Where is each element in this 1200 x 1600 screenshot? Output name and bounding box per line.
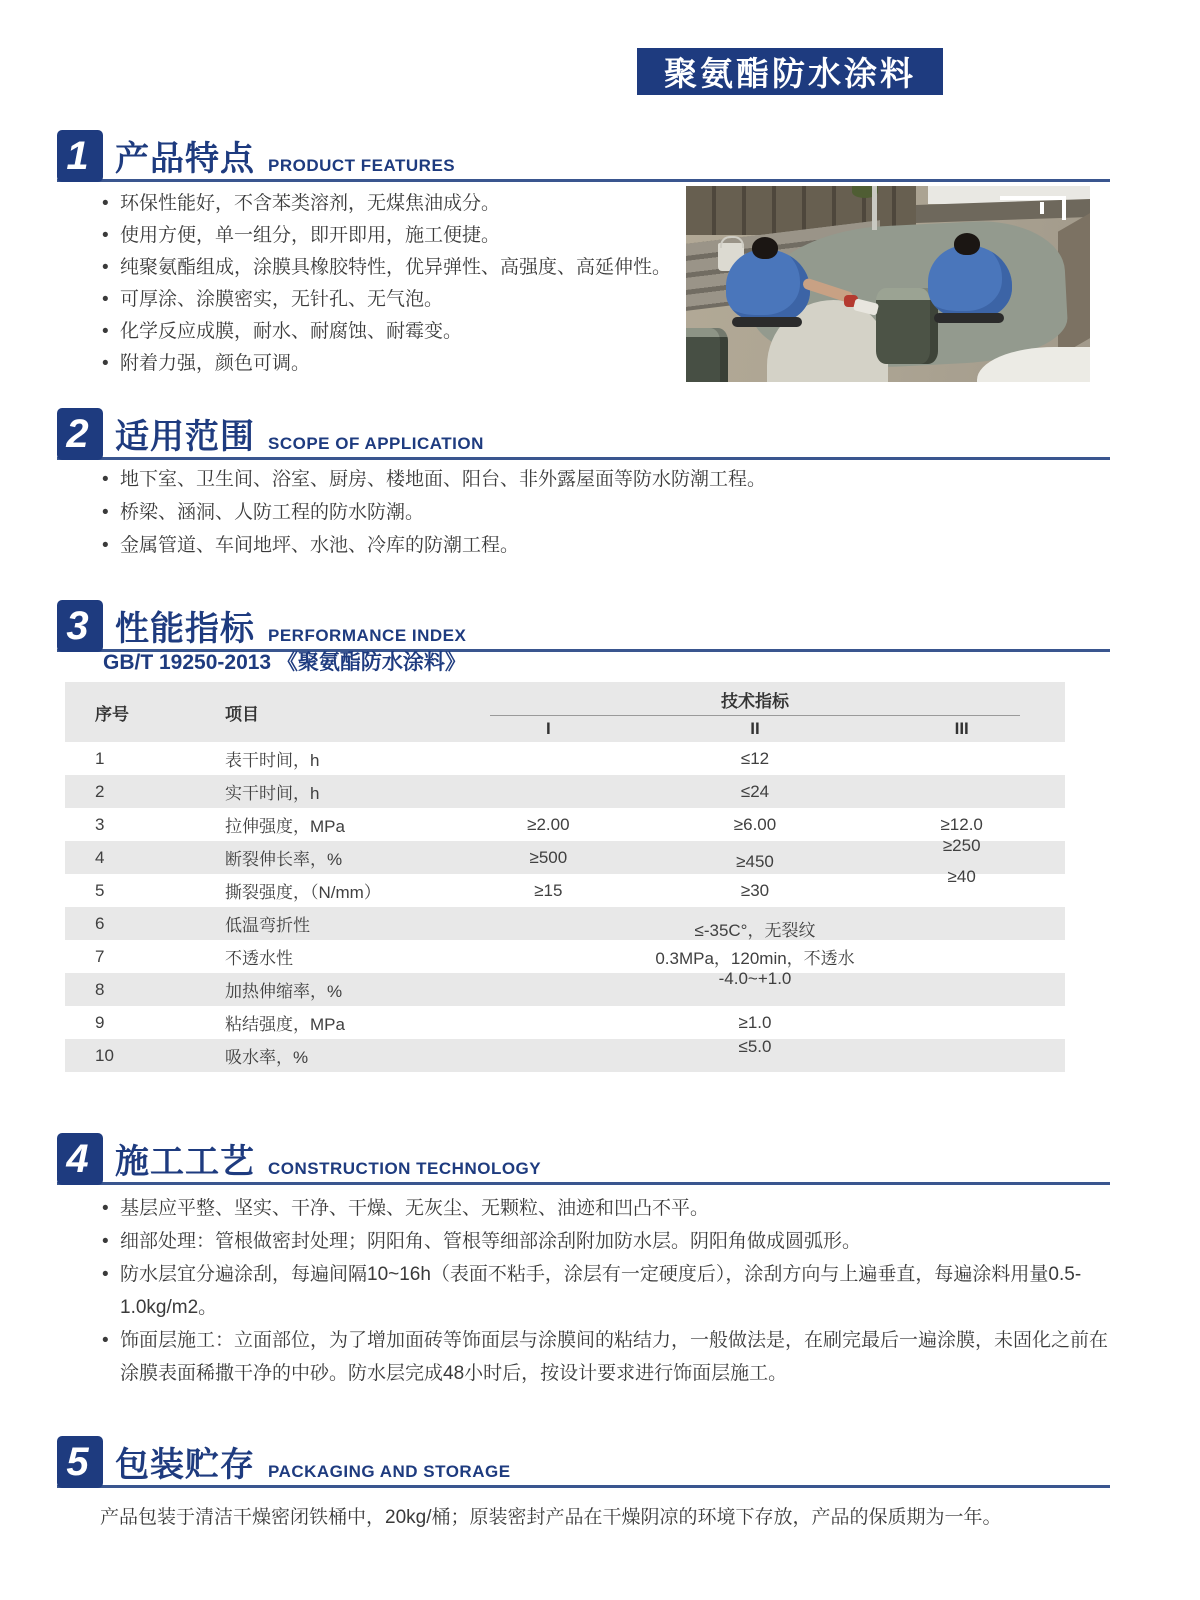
row-merged-value-cell: ≤5.0 (738, 1036, 772, 1056)
section-number-badge: 4 (57, 1133, 103, 1185)
row-value-cell: ≥12.0 (940, 814, 983, 834)
column-header-item: 项目 (225, 704, 259, 724)
packaging-storage-text: 产品包装于清洁干燥密闭铁桶中，20kg/桶；原装密封产品在干燥阴凉的环境下存放，产品的保质期为一年。 (100, 1507, 1002, 1528)
sub-column-ii: II (750, 719, 760, 738)
table-body (65, 742, 1065, 1072)
bullet-item: • 化学反应成膜，耐水、耐腐蚀、耐霉变。 (100, 320, 700, 344)
sub-column-i: I (545, 719, 551, 738)
row-number-cell: 1 (95, 748, 105, 768)
section-title-zh: 施工工艺 (115, 1143, 255, 1181)
photo-pole (872, 186, 877, 230)
section-rule (57, 1182, 1110, 1185)
section-title-en: SCOPE OF APPLICATION (268, 434, 484, 453)
row-item-cell: 低温弯折性 (225, 916, 310, 935)
sub-column-iii: III (954, 719, 969, 738)
bullet-item: • 附着力强，颜色可调。 (100, 352, 700, 376)
row-item-cell: 不透水性 (225, 949, 293, 968)
row-number-cell: 9 (95, 1012, 105, 1032)
section-title-zh: 适用范围 (115, 418, 255, 456)
section-2-header (57, 406, 1110, 460)
index-sub-columns (445, 716, 1065, 742)
column-header-index: 技术指标 (721, 692, 789, 711)
photo-barrel-center (876, 288, 938, 364)
table-row (65, 1036, 1065, 1072)
bullet-item: • 细部处理：管根做密封处理；阴阳角、管根等细部涂刮附加防水层。阴阳角做成圆弧形。 (100, 1225, 1114, 1258)
row-number-cell: 6 (95, 913, 105, 933)
row-item-cell: 表干时间，h (225, 751, 320, 770)
section-title-en: PERFORMANCE INDEX (268, 626, 467, 645)
performance-index-table (65, 682, 1065, 1072)
section-title-zh: 产品特点 (115, 140, 255, 178)
photo-barrel-left (686, 328, 728, 382)
table-row (65, 968, 1065, 1006)
row-item-cell: 实干时间，h (225, 784, 320, 803)
section-title-en: PRODUCT FEATURES (268, 156, 456, 175)
row-number-cell: 3 (95, 814, 105, 834)
worker-head (752, 237, 778, 259)
bullet-item: • 防水层宜分遍涂刮，每遍间隔10~16h（表面不粘手，涂层有一定硬度后），涂刮方向与上遍垂直，每遍涂料用量0.5-1.0kg/m2。 (100, 1258, 1114, 1324)
product-title-banner: 聚氨酯防水涂料 (637, 48, 943, 95)
bullet-item: • 纯聚氨酯组成，涂膜具橡胶特性，优异弹性、高强度、高延伸性。 (100, 256, 700, 280)
row-number-cell: 2 (95, 781, 105, 801)
row-merged-value-cell: 0.3MPa，120min，不透水 (655, 949, 855, 968)
section-number-badge: 3 (57, 600, 103, 652)
row-number-cell: 10 (95, 1045, 114, 1065)
table-row (65, 742, 1065, 775)
section-title-zh: 包装贮存 (115, 1446, 255, 1484)
row-value-cell: ≥2.00 (527, 814, 570, 834)
table-row (65, 866, 1065, 907)
worker-head (954, 233, 980, 255)
section-number-badge: 1 (57, 130, 103, 182)
table-header (65, 682, 1065, 742)
bullet-item: • 环保性能好，不含苯类溶剂，无煤焦油成分。 (100, 192, 700, 216)
section-number-badge: 5 (57, 1436, 103, 1488)
roof-coating-photo (686, 186, 1090, 382)
bullet-item: • 地下室、卫生间、浴室、厨房、楼地面、阳台、非外露屋面等防水防潮工程。 (100, 468, 1112, 492)
worker-feet (732, 317, 802, 327)
row-number-cell: 5 (95, 880, 105, 900)
section-title-en: CONSTRUCTION TECHNOLOGY (268, 1159, 542, 1178)
row-value-cell: ≥500 (529, 847, 568, 867)
table-row (65, 907, 1065, 940)
section-rule (57, 457, 1110, 460)
column-header-no: 序号 (95, 704, 129, 724)
bullet-item: • 使用方便，单一组分，即开即用，施工便捷。 (100, 224, 700, 248)
row-item-cell: 撕裂强度，（N/mm） (225, 883, 381, 902)
bullet-item: • 金属管道、车间地坪、水池、冷库的防潮工程。 (100, 534, 1112, 558)
row-value-cell: ≥6.00 (733, 814, 777, 834)
bullet-item: • 饰面层施工：立面部位，为了增加面砖等饰面层与涂膜间的粘结力，一般做法是，在刷完最后一遍涂膜，未固化之前在涂膜表面稀撒干净的中砂。防水层完成48小时后，按设计要求进行饰面层施工。 (100, 1324, 1114, 1390)
standard-reference: GB/T 19250-2013 《聚氨酯防水涂料》 (103, 651, 466, 674)
row-value-cell: ≥250 (942, 835, 981, 855)
photo-white-railing (1000, 196, 1066, 220)
row-value-cell: ≥30 (740, 880, 770, 900)
row-item-cell: 加热伸缩率，% (225, 982, 343, 1001)
bullet-item: • 基层应平整、坚实、干净、干燥、无灰尘、无颗粒、油迹和凹凸不平。 (100, 1192, 1114, 1225)
row-item-cell: 吸水率，% (225, 1048, 309, 1067)
row-merged-value-cell: -4.0~+1.0 (718, 968, 792, 988)
section-4-header (57, 1131, 1110, 1185)
row-number-cell: 7 (95, 946, 105, 966)
section-1-header (57, 128, 1110, 182)
construction-technology-list (100, 1192, 1114, 1390)
scope-of-application-list (100, 468, 1112, 567)
table-row (65, 1006, 1065, 1039)
row-merged-value-cell: ≤12 (740, 748, 770, 768)
row-item-cell: 断裂伸长率，% (225, 850, 343, 869)
row-value-cell: ≥15 (534, 880, 563, 900)
row-item-cell: 拉伸强度，MPa (225, 817, 345, 836)
table-row (65, 775, 1065, 808)
worker-feet (934, 313, 1004, 323)
column-header-index-group (445, 682, 1065, 742)
row-number-cell: 4 (95, 847, 105, 867)
bullet-item: • 可厚涂、涂膜密实，无针孔、无气泡。 (100, 288, 700, 312)
row-merged-value-cell: ≤24 (740, 781, 770, 801)
row-merged-value-cell: ≤-35C°，无裂纹 (694, 921, 816, 940)
row-merged-value-cell: ≥1.0 (738, 1012, 772, 1032)
product-features-list (100, 192, 700, 384)
bullet-item: • 桥梁、涵洞、人防工程的防水防潮。 (100, 501, 1112, 525)
section-5-header (57, 1434, 1110, 1488)
row-item-cell: 粘结强度，MPa (225, 1015, 345, 1034)
section-rule (57, 1485, 1110, 1488)
section-rule (57, 179, 1110, 182)
section-title-en: PACKAGING AND STORAGE (268, 1462, 511, 1481)
row-number-cell: 8 (95, 979, 105, 999)
row-value-cell: ≥40 (947, 866, 976, 886)
section-title-zh: 性能指标 (115, 610, 255, 648)
row-value-cell: ≥450 (736, 851, 774, 871)
section-3-header (57, 598, 1110, 652)
section-number-badge: 2 (57, 408, 103, 460)
